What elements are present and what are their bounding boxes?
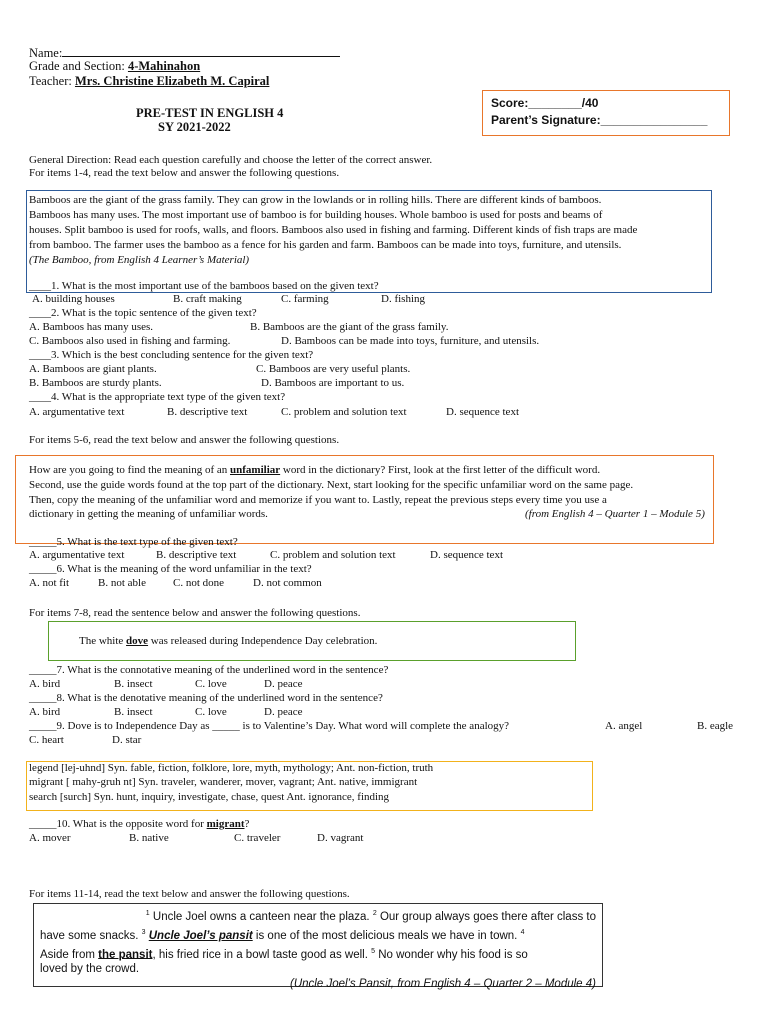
uncle-joels-pansit-keyword: Uncle Joel’s pansit bbox=[148, 929, 253, 942]
pansit-line: loved by the crowd. bbox=[40, 963, 140, 976]
pansit-passage-source: (Uncle Joel’s Pansit, from English 4 – Quarter 2 – Module 4) bbox=[290, 978, 596, 991]
grade-label: Grade and Section: bbox=[29, 59, 128, 73]
q7-option-b[interactable]: B. insect bbox=[114, 678, 153, 690]
passage2-text: How are you going to find the meaning of an bbox=[29, 464, 231, 476]
passage3-text: Our group always goes there after class to bbox=[379, 910, 596, 923]
q6-stem: _____6. What is the meaning of the word unfamiliar in the text? bbox=[29, 563, 312, 575]
q8-option-b[interactable]: B. insect bbox=[114, 706, 153, 718]
q9-option-a[interactable]: A. angel bbox=[605, 720, 643, 732]
teacher-line bbox=[29, 74, 269, 88]
sentence-number: 3 bbox=[141, 928, 146, 936]
q2-option-d[interactable]: D. Bamboos can be made into toys, furniture, and utensils. bbox=[281, 335, 540, 347]
q3-option-d[interactable]: D. Bamboos are important to us. bbox=[261, 377, 405, 389]
sentence-text: The white bbox=[79, 635, 127, 647]
q9-option-d[interactable]: D. star bbox=[112, 734, 142, 746]
q7-stem: _____7. What is the connotative meaning of the underlined word in the sentence? bbox=[29, 664, 389, 676]
q8-stem: _____8. What is the denotative meaning of the underlined word in the sentence? bbox=[29, 692, 383, 704]
q8-option-c[interactable]: C. love bbox=[195, 706, 227, 718]
migrant-keyword: migrant bbox=[206, 818, 245, 830]
q6-option-a[interactable]: A. not fit bbox=[29, 577, 70, 589]
dictionary-passage-source: (from English 4 – Quarter 1 – Module 5) bbox=[525, 508, 705, 520]
unfamiliar-keyword: unfamiliar bbox=[230, 464, 281, 476]
items-5-6-direction: For items 5-6, read the text below and answer the following questions. bbox=[29, 434, 340, 446]
q3-option-c[interactable]: C. Bamboos are very useful plants. bbox=[256, 363, 411, 375]
passage3-text: have some snacks. bbox=[40, 929, 139, 942]
pansit-line bbox=[40, 944, 596, 963]
score-field: Score:________/40 bbox=[491, 96, 599, 110]
name-line bbox=[29, 45, 340, 60]
vocab-entry-migrant: migrant [ mahy-gruh nt] Syn. traveler, wanderer, mover, vagrant; Ant. native, immigrant bbox=[29, 776, 418, 788]
q3-option-b[interactable]: B. Bamboos are sturdy plants. bbox=[29, 377, 162, 389]
q4-option-d[interactable]: D. sequence text bbox=[446, 406, 519, 418]
q2-option-b[interactable]: B. Bamboos are the giant of the grass family. bbox=[250, 321, 449, 333]
sentence-number: 4 bbox=[520, 928, 525, 936]
vocab-entry-legend: legend [lej-uhnd] Syn. fable, fiction, folklore, lore, myth, mythology; Ant. non-fiction, truth bbox=[29, 762, 434, 774]
q5-option-d[interactable]: D. sequence text bbox=[430, 549, 503, 561]
q1-option-d[interactable]: D. fishing bbox=[381, 293, 425, 305]
q2-option-c[interactable]: C. Bamboos also used in fishing and farming. bbox=[29, 335, 231, 347]
dove-sentence bbox=[79, 634, 377, 649]
passage3-text: Aside from bbox=[40, 948, 95, 961]
passage3-text: No wonder why his food is so bbox=[378, 948, 528, 961]
pansit-line bbox=[40, 925, 596, 944]
vocab-entry-search: search [surch] Syn. hunt, inquiry, investigate, chase, quest Ant. ignorance, finding bbox=[29, 791, 390, 803]
q7-option-c[interactable]: C. love bbox=[195, 678, 227, 690]
q9-stem: _____9. Dove is to Independence Day as _____ is to Valentine’s Day. What word will complete the analogy? bbox=[29, 720, 510, 732]
q3-option-a[interactable]: A. Bamboos are giant plants. bbox=[29, 363, 157, 375]
test-title: PRE-TEST IN ENGLISH 4 bbox=[136, 106, 284, 120]
passage3-text: Uncle Joel owns a canteen near the plaza. bbox=[152, 910, 370, 923]
bamboo-passage-line: Bamboos has many uses. The most important use of bamboo is for building houses. Whole bamboo is used for posts and beams of bbox=[29, 209, 603, 221]
q4-stem: ____4. What is the appropriate text type of the given text? bbox=[29, 391, 286, 403]
sentence-text: was released during Independence Day celebration. bbox=[148, 635, 378, 647]
q4-option-a[interactable]: A. argumentative text bbox=[29, 406, 125, 418]
q10-stem bbox=[29, 817, 249, 831]
passage3-text: , his fried rice in a bowl taste good as well. bbox=[152, 948, 368, 961]
pansit-line bbox=[40, 906, 596, 925]
name-blank bbox=[62, 45, 340, 57]
q10-option-b[interactable]: B. native bbox=[129, 832, 169, 844]
q5-option-b[interactable]: B. descriptive text bbox=[156, 549, 237, 561]
dictionary-passage-line bbox=[29, 463, 600, 478]
bamboo-passage-source: (The Bamboo, from English 4 Learner’s Material) bbox=[29, 254, 250, 266]
parent-signature-field: Parent’s Signature:________________ bbox=[491, 113, 708, 127]
q10-option-a[interactable]: A. mover bbox=[29, 832, 71, 844]
score-box bbox=[482, 90, 730, 136]
dictionary-passage-line: Then, copy the meaning of the unfamiliar word and memorize if you want to. Lastly, repeat the previous steps every time you use a bbox=[29, 494, 607, 506]
sentence-number: 1 bbox=[145, 910, 150, 917]
q3-stem: ____3. Which is the best concluding sentence for the given text? bbox=[29, 349, 314, 361]
items-7-8-direction: For items 7-8, read the sentence below and answer the following questions. bbox=[29, 607, 361, 619]
teacher-value: Mrs. Christine Elizabeth M. Capiral bbox=[74, 74, 270, 88]
items-1-4-direction: For items 1-4, read the text below and answer the following questions. bbox=[29, 167, 340, 179]
bamboo-passage-line: houses. Split bamboo is used for roofs, walls, and floors. Bamboos also used in fishing and farming. Different kinds of fish traps are made bbox=[29, 224, 638, 236]
q5-stem: _____5. What is the text type of the given text? bbox=[29, 536, 238, 548]
dictionary-passage-line: Second, use the guide words found at the top part of the dictionary. Next, start looking for the specific unfamiliar word on the same page. bbox=[29, 479, 634, 491]
q7-option-a[interactable]: A. bird bbox=[29, 678, 61, 690]
items-11-14-direction: For items 11-14, read the text below and answer the following questions. bbox=[29, 888, 350, 900]
q2-stem: ____2. What is the topic sentence of the given text? bbox=[29, 307, 257, 319]
pansit-passage bbox=[40, 906, 596, 992]
q6-option-d[interactable]: D. not common bbox=[253, 577, 322, 589]
q1-option-a[interactable]: A. building houses bbox=[32, 293, 115, 305]
q5-option-a[interactable]: A. argumentative text bbox=[29, 549, 125, 561]
q7-option-d[interactable]: D. peace bbox=[264, 678, 303, 690]
dictionary-passage-line: dictionary in getting the meaning of unfamiliar words. bbox=[29, 508, 268, 520]
q9-option-b[interactable]: B. eagle bbox=[697, 720, 734, 732]
name-label: Name: bbox=[29, 46, 63, 60]
q4-option-b[interactable]: B. descriptive text bbox=[167, 406, 248, 418]
q9-option-c[interactable]: C. heart bbox=[29, 734, 64, 746]
bamboo-passage-line: from bamboo. The farmer uses the bamboo as a fence for his garden and farm. Bamboos can be made into toys, furniture, and utensils. bbox=[29, 239, 622, 251]
q6-option-c[interactable]: C. not done bbox=[173, 577, 225, 589]
teacher-label: Teacher: bbox=[29, 74, 75, 88]
sentence-number: 2 bbox=[372, 910, 377, 917]
sentence-number: 5 bbox=[371, 947, 376, 955]
bamboo-passage-line: Bamboos are the giant of the grass family. They can grow in the lowlands or in rolling hills. There are different kinds of bamboos. bbox=[29, 194, 602, 206]
q10-text: ? bbox=[244, 818, 250, 830]
q1-option-b[interactable]: B. craft making bbox=[173, 293, 242, 305]
q2-option-a[interactable]: A. Bamboos has many uses. bbox=[29, 321, 154, 333]
q1-option-c[interactable]: C. farming bbox=[281, 293, 329, 305]
q5-option-c[interactable]: C. problem and solution text bbox=[270, 549, 396, 561]
q6-option-b[interactable]: B. not able bbox=[98, 577, 146, 589]
q8-option-d[interactable]: D. peace bbox=[264, 706, 303, 718]
grade-line bbox=[29, 59, 200, 73]
passage2-text: word in the dictionary? First, look at the first letter of the difficult word. bbox=[280, 464, 601, 476]
passage3-text: is one of the most delicious meals we have in town. bbox=[255, 929, 518, 942]
q8-option-a[interactable]: A. bird bbox=[29, 706, 61, 718]
dove-keyword: dove bbox=[126, 635, 149, 647]
q10-option-d[interactable]: D. vagrant bbox=[317, 832, 364, 844]
q10-option-c[interactable]: C. traveler bbox=[234, 832, 281, 844]
q10-text: _____10. What is the opposite word for bbox=[29, 818, 207, 830]
general-direction: General Direction: Read each question carefully and choose the letter of the correct answer. bbox=[29, 154, 433, 166]
school-year: SY 2021-2022 bbox=[158, 120, 231, 134]
the-pansit-keyword: the pansit bbox=[98, 948, 153, 961]
grade-value: 4-Mahinahon bbox=[127, 59, 201, 73]
q4-option-c[interactable]: C. problem and solution text bbox=[281, 406, 407, 418]
q1-stem: ____1. What is the most important use of the bamboos based on the given text? bbox=[29, 280, 379, 292]
